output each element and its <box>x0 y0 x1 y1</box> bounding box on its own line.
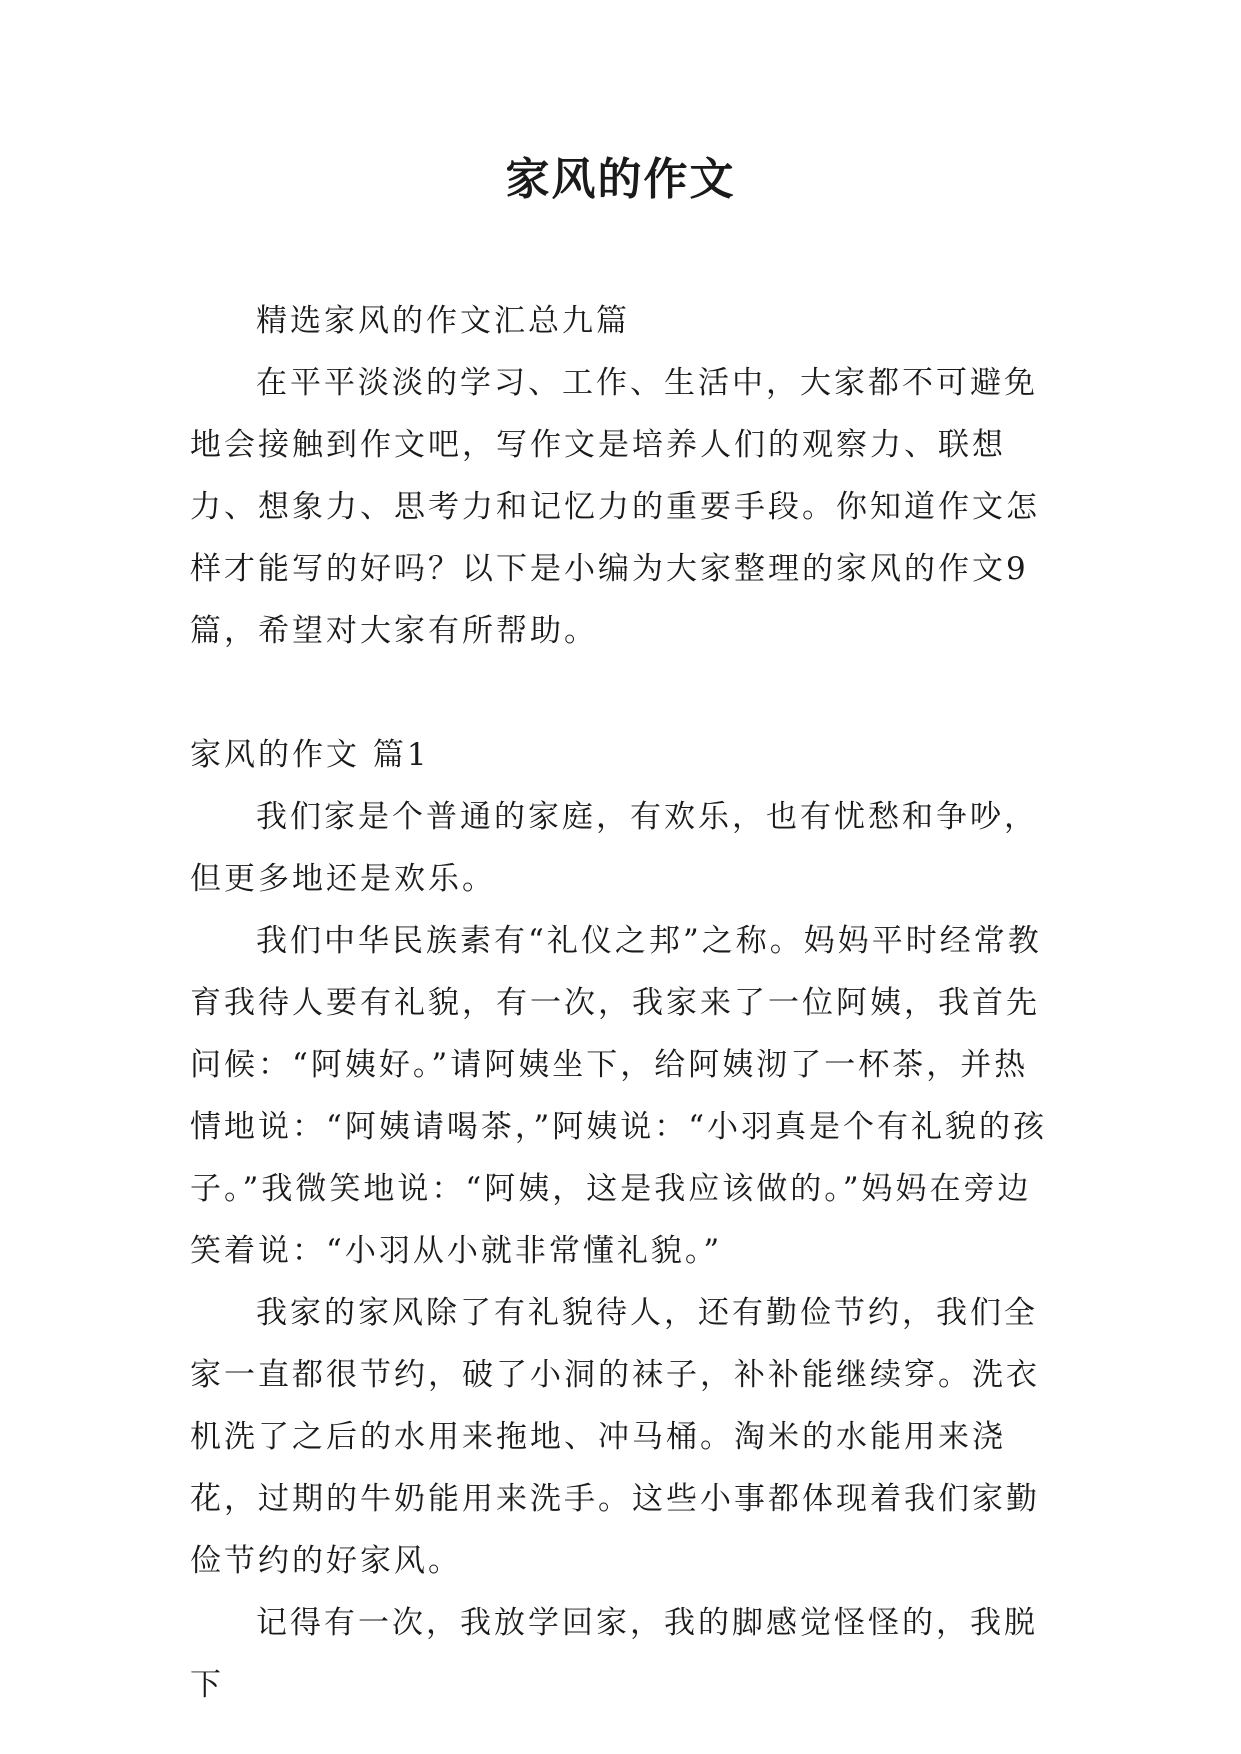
body-paragraph: 我们家是个普通的家庭，有欢乐，也有忧愁和争吵，但更多地还是欢乐。 <box>190 799 1038 897</box>
body-paragraph: 记得有一次，我放学回家，我的脚感觉怪怪的，我脱下 <box>190 1605 1038 1703</box>
document-title: 家风的作文 <box>505 154 736 205</box>
intro-paragraph: 在平平淡淡的学习、工作、生活中，大家都不可避免地会接触到作文吧，写作文是培养人们的观察力、联想力、想象力、思考力和记忆力的重要手段。你知道作文怎样才能写的好吗？以下是小编为大家整理的家风的作文9篇，希望对大家有所帮助。 <box>190 365 1040 649</box>
document-body <box>190 290 1052 1716</box>
section-heading: 家风的作文 篇1 <box>190 737 430 773</box>
body-paragraph: 我家的家风除了有礼貌待人，还有勤俭节约，我们全家一直都很节约，破了小洞的袜子，补补能继续穿。洗衣机洗了之后的水用来拖地、冲马桶。淘米的水能用来浇花，过期的牛奶能用来洗手。这些小事都体现着我们家勤俭节约的好家风。 <box>190 1295 1040 1579</box>
body-paragraph: 我们中华民族素有“礼仪之邦”之称。妈妈平时经常教育我待人要有礼貌，有一次，我家来了一位阿姨，我首先问候：“阿姨好。”请阿姨坐下，给阿姨沏了一杯茶，并热情地说：“阿姨请喝茶，”阿姨说：“小羽真是个有礼貌的孩子。”我微笑地说：“阿姨，这是我应该做的。”妈妈在旁边笑着说：“小羽从小就非常懂礼貌。” <box>190 923 1048 1269</box>
subtitle: 精选家风的作文汇总九篇 <box>256 303 630 339</box>
